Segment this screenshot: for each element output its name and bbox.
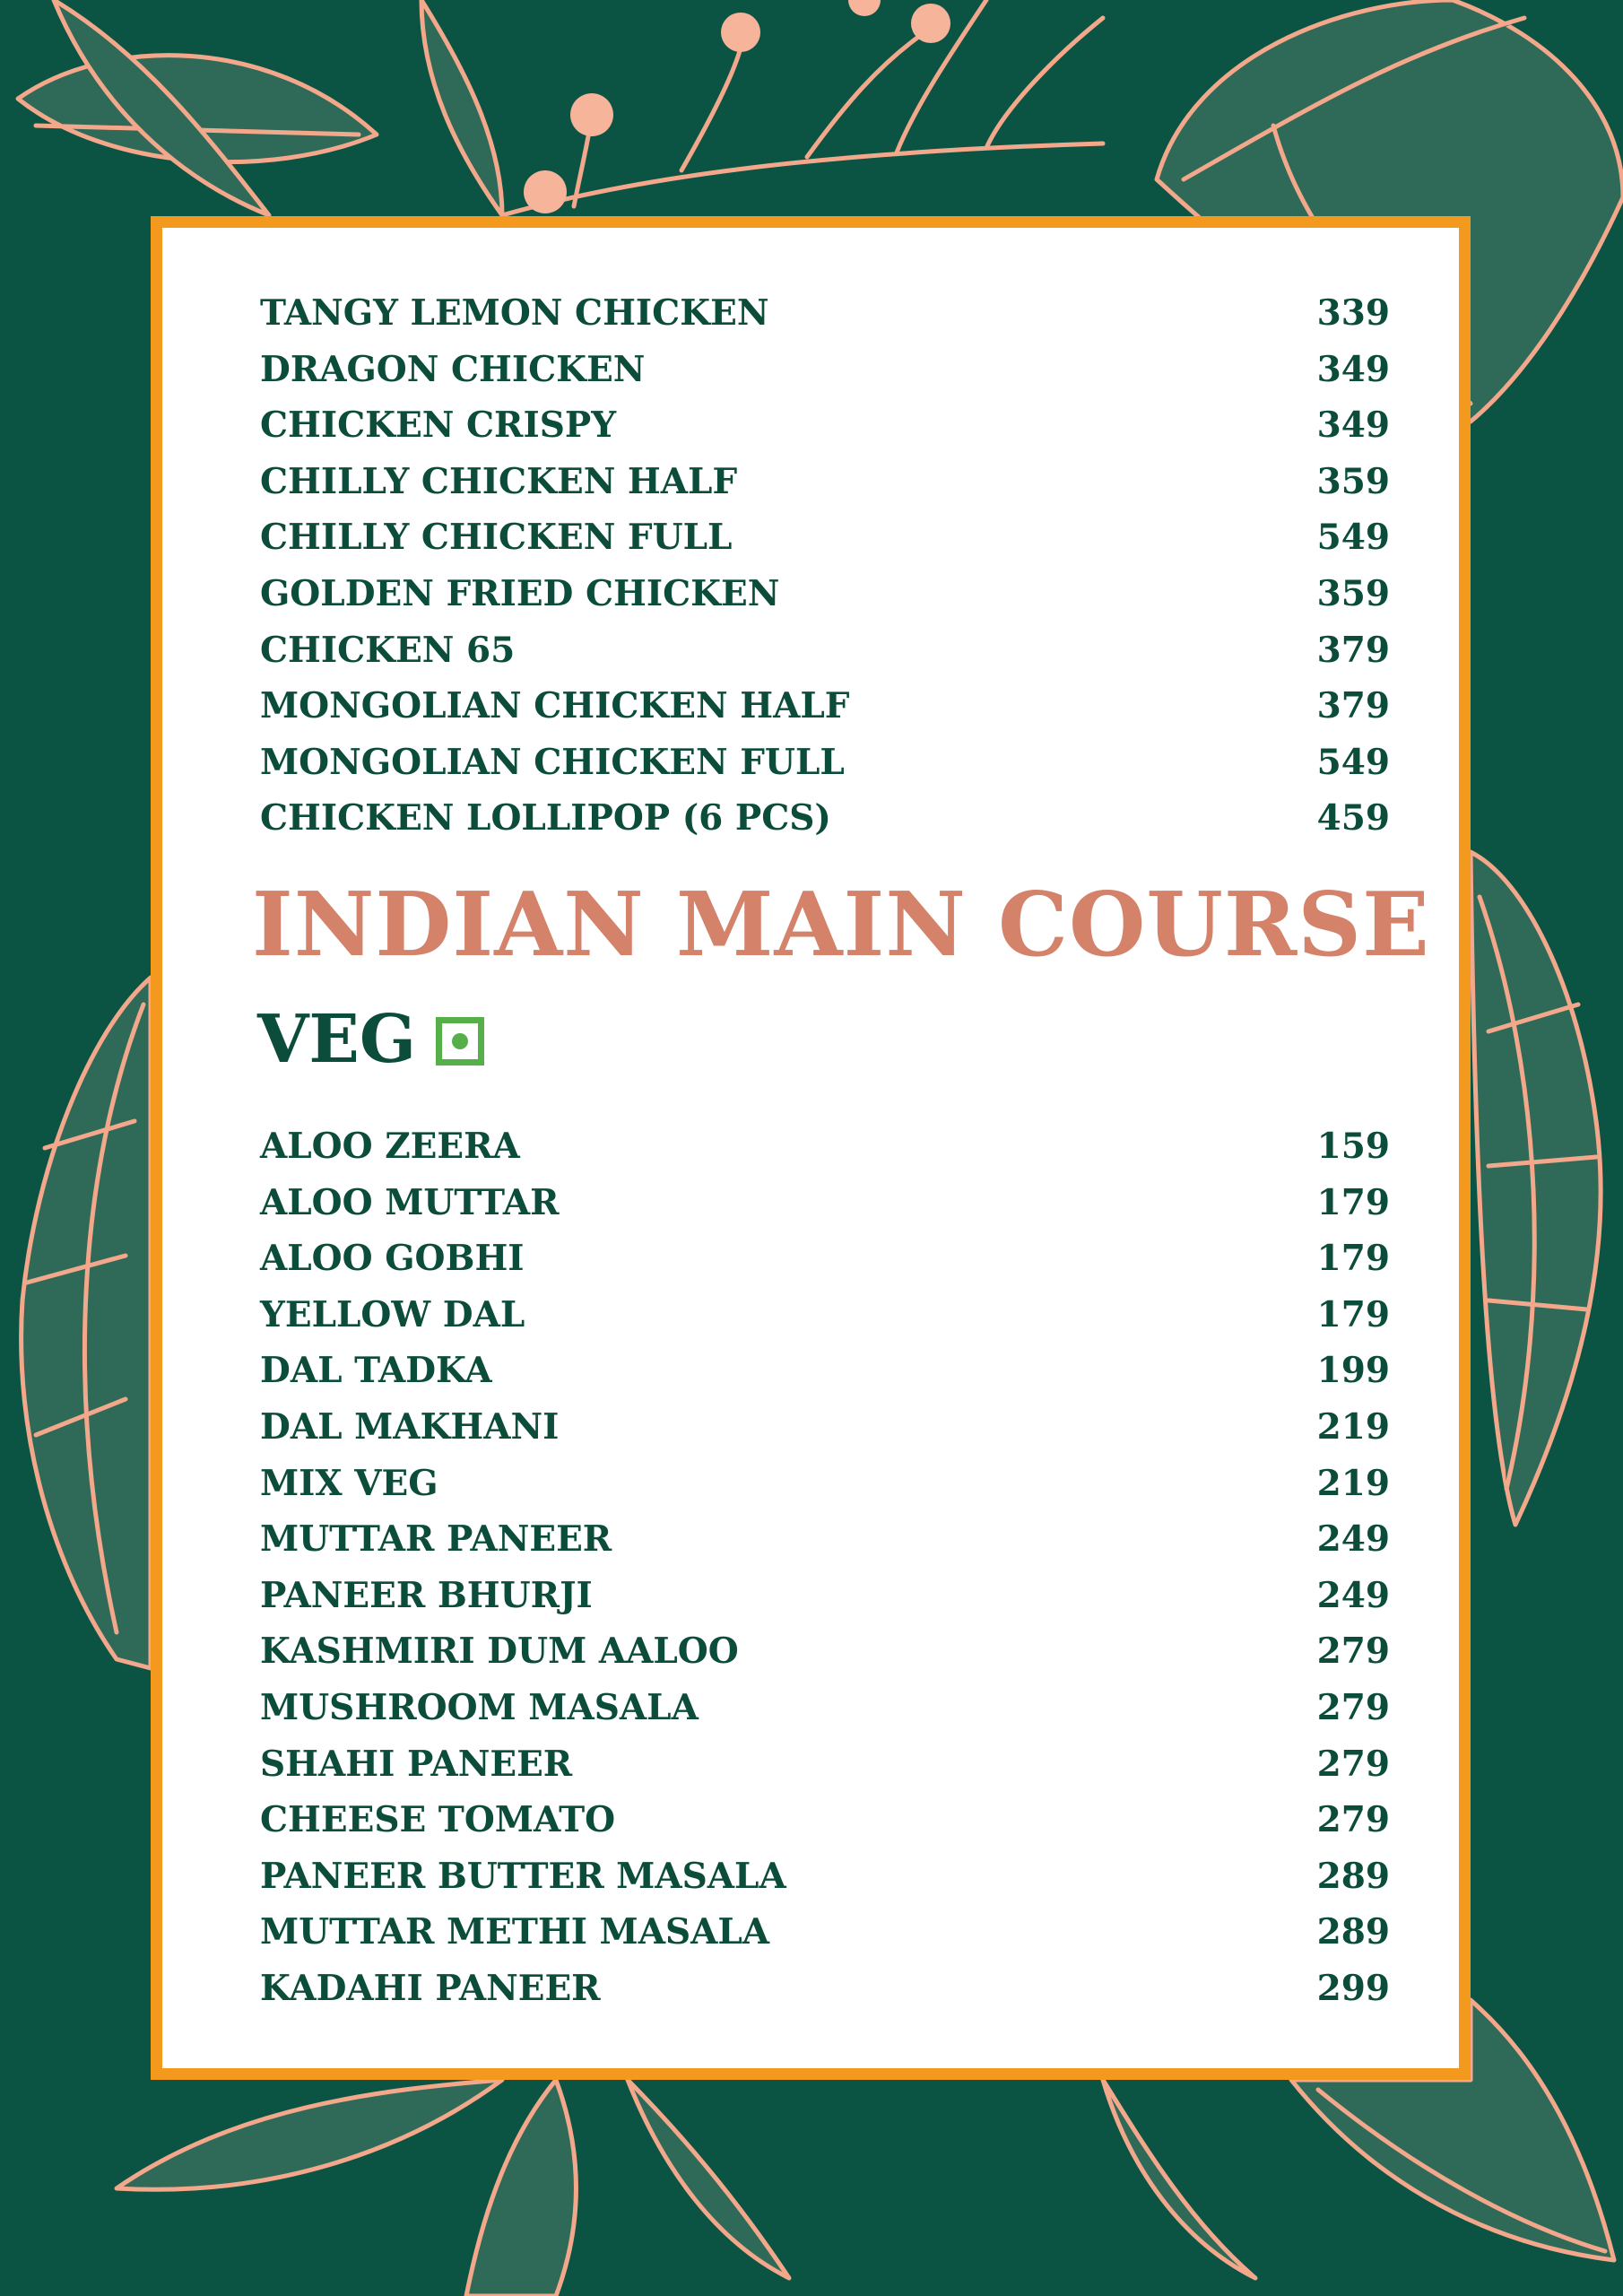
menu-item (260, 566, 1390, 622)
item-price: 279 (1316, 1799, 1390, 1841)
item-name: TANGY LEMON CHICKEN (260, 292, 769, 334)
item-name: ALOO GOBHI (260, 1238, 525, 1280)
item-price: 159 (1316, 1126, 1390, 1167)
item-price: 219 (1316, 1405, 1390, 1448)
menu-item (260, 1623, 1390, 1680)
menu-item (260, 1175, 1390, 1231)
menu-item (260, 1511, 1390, 1568)
item-price: 249 (1316, 1518, 1390, 1561)
menu-item (260, 1904, 1390, 1961)
item-name: YELLOW DAL (260, 1293, 525, 1335)
veg-symbol-icon (436, 1017, 484, 1065)
menu-item (260, 678, 1390, 735)
item-name: CHILLY CHICKEN HALF (260, 460, 738, 502)
item-price: 289 (1316, 1911, 1390, 1953)
item-price: 359 (1316, 572, 1390, 614)
item-name: DRAGON CHICKEN (260, 348, 646, 390)
menu-item (260, 1680, 1390, 1736)
item-price: 199 (1316, 1350, 1390, 1392)
menu-item (260, 397, 1390, 454)
item-price: 359 (1316, 460, 1390, 502)
menu-item (260, 1231, 1390, 1287)
item-price: 459 (1316, 797, 1390, 839)
menu-item (260, 285, 1390, 342)
item-price: 349 (1316, 404, 1390, 447)
item-price: 379 (1316, 685, 1390, 727)
item-price: 379 (1316, 629, 1390, 671)
item-price: 219 (1316, 1462, 1390, 1504)
item-price: 249 (1316, 1574, 1390, 1616)
item-name: CHEESE TOMATO (260, 1799, 616, 1841)
menu-item (260, 1792, 1390, 1848)
item-name: CHILLY CHICKEN FULL (260, 517, 733, 559)
item-name: PANEER BHURJI (260, 1574, 593, 1616)
item-name: ALOO ZEERA (260, 1126, 520, 1167)
item-name: ALOO MUTTAR (260, 1181, 560, 1223)
menu-item (260, 1399, 1390, 1456)
item-price: 279 (1316, 1631, 1390, 1673)
item-price: 179 (1316, 1238, 1390, 1280)
chicken-menu-list (260, 285, 1390, 847)
item-price: 339 (1316, 292, 1390, 334)
item-price: 549 (1316, 517, 1390, 559)
menu-item (260, 735, 1390, 791)
item-name: CHICKEN LOLLIPOP (6 PCS) (260, 797, 831, 839)
item-price: 179 (1316, 1181, 1390, 1223)
menu-card (151, 216, 1471, 2080)
menu-item (260, 622, 1390, 679)
item-name: MONGOLIAN CHICKEN FULL (260, 741, 845, 783)
menu-item (260, 1736, 1390, 1793)
item-price: 279 (1316, 1686, 1390, 1728)
menu-item (260, 790, 1390, 847)
item-price: 349 (1316, 348, 1390, 390)
item-name: MUTTAR PANEER (260, 1518, 612, 1561)
item-name: MIX VEG (260, 1462, 438, 1504)
menu-item (260, 1961, 1390, 2017)
menu-item (260, 1848, 1390, 1905)
item-price: 179 (1316, 1293, 1390, 1335)
menu-item (260, 1456, 1390, 1512)
veg-menu-list (260, 1118, 1390, 2017)
veg-heading-label: VEG (257, 1001, 417, 1078)
item-name: MONGOLIAN CHICKEN HALF (260, 685, 850, 727)
item-name: MUSHROOM MASALA (260, 1686, 699, 1728)
item-name: KADAHI PANEER (260, 1967, 601, 2009)
item-name: KASHMIRI DUM AALOO (260, 1631, 739, 1673)
menu-item (260, 1287, 1390, 1344)
menu-item (260, 509, 1390, 566)
item-price: 299 (1316, 1967, 1390, 2009)
item-price: 549 (1316, 741, 1390, 783)
item-name: DAL TADKA (260, 1350, 492, 1392)
item-name: GOLDEN FRIED CHICKEN (260, 572, 780, 614)
item-name: PANEER BUTTER MASALA (260, 1855, 786, 1897)
item-name: MUTTAR METHI MASALA (260, 1911, 770, 1953)
menu-item (260, 342, 1390, 398)
veg-heading (257, 1001, 484, 1078)
menu-item (260, 1118, 1390, 1175)
item-name: CHICKEN CRISPY (260, 404, 617, 447)
section-title: INDIAN MAIN COURSE (252, 874, 1430, 977)
item-name: SHAHI PANEER (260, 1743, 573, 1785)
item-name: DAL MAKHANI (260, 1405, 560, 1448)
menu-item (260, 1343, 1390, 1399)
menu-item (260, 1568, 1390, 1624)
item-name: CHICKEN 65 (260, 629, 516, 671)
item-price: 289 (1316, 1855, 1390, 1897)
menu-item (260, 454, 1390, 510)
item-price: 279 (1316, 1743, 1390, 1785)
